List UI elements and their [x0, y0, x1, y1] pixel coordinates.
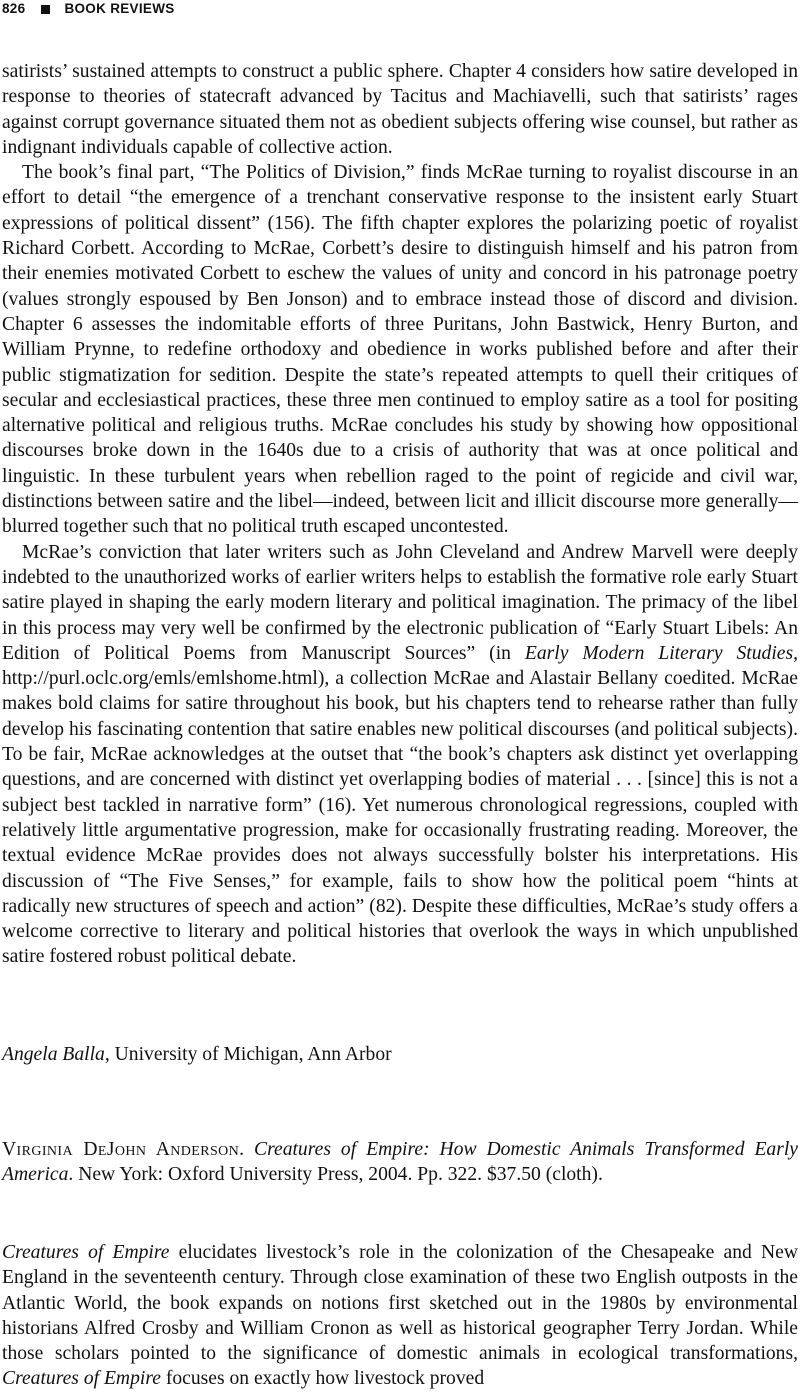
paragraph-text: , http://purl.oclc.org/emls/emlshome.html), a collection McRae and Alastair Bellany coedited. McRae makes bold claims for satire throughout his book, but his chapters tend to rehearse rather than fully develop his fascinating contention that satire enables new political discourses (and political subjects). To be fair, McRae acknowledges at the outset that “the book’s chapters ask distinct yet overlapping questions, and are concerned with distinct yet overlapping bodies of material . . . [since] this is not a subject best tackled in narrative form” (16). Yet numerous chronological regressions, coupled with relatively little argumentative progression, make for occasionally frustrating reading. Moreover, the textual evidence McRae provides does not always successfully bolster his interpretations. His discussion of “The Five Senses,” for example, fails to show how the political poem “hints at radically new structures of speech and action” (82). Despite these difficulties, McRae’s study offers a welcome corrective to literary and political histories that overlook the ways in which unpublished satire fostered robust political debate.	[2, 642, 798, 968]
paragraph-text: elucidates livestock’s role in the colonization of the Chesapeake and New England in the seventeenth century. Through close examination of these two English outposts in the Atlantic World, the book expands on notions first sketched out in the 1980s by environmental historians Alfred Crosby and William Cronon as well as historical geographer Terry Jordan. While those scholars pointed to the significance of domestic animals in ecological transformations,	[2, 1242, 798, 1365]
section-title: BOOK REVIEWS	[64, 1, 175, 16]
reviewer-affiliation: , University of Michigan, Ann Arbor	[104, 1044, 392, 1065]
paragraph-politics-of-division: The book’s final part, “The Politics of Division,” finds McRae turning to royalist discourse in an effort to detail “the emergence of a trenchant conservative response to the insistent early Stuart expressions of political dissent” (156). The fifth chapter explores the polarizing poetic of royalist Richard Corbett. According to McRae, Corbett’s desire to distinguish himself and his patron from their enemies motivated Corbett to eschew the values of unity and concord in his patronage poetry (values strongly espoused by Ben Jonson) and to embrace instead those of discord and division. Chapter 6 assesses the indomitable efforts of three Puritans, John Bastwick, Henry Burton, and William Prynne, to redefine orthodoxy and obedience in works published before and after their public stigmatization for sedition. Despite the state’s repeated attempts to quell their critiques of secular and ecclesiastical practices, these three men continued to employ satire as a tool for positing alternative political and religious truths. McRae concludes his study by showing how oppositional discourses broke down in the 1640s due to a crisis of authority that was at once political and linguistic. In these turbulent years when rebellion raged to the point of regicide and civil war, distinctions between satire and the libel—indeed, between licit and illicit discourse more generally—blurred together such that no political truth escaped uncontested.	[2, 162, 798, 538]
paragraph-evaluation	[2, 540, 798, 970]
reviewer-signature	[2, 1042, 798, 1067]
paragraph-text: McRae’s conviction that later writers such as John Cleveland and Andrew Marvell were deeply indebted to the unauthorized works of earlier writers helps to establish the formative role early Stuart satire played in shaping the early modern literary and political imagination. The primacy of the libel in this process may very well be confirmed by the electronic publication of “Early Stuart Libels: An Edition of Political Poems from Manuscript Sources” (in	[2, 541, 798, 664]
book-title: Creatures of Empire: How Domestic Animals Transformed Early America	[2, 1139, 798, 1186]
running-head	[2, 0, 175, 18]
review-two-body	[2, 1240, 798, 1392]
publication-details: . New York: Oxford University Press, 2004. Pp. 322. $37.50 (cloth).	[68, 1164, 603, 1186]
square-bullet-icon	[41, 5, 50, 14]
book-citation	[2, 1137, 798, 1188]
citation-punct: .	[239, 1139, 255, 1160]
paragraph-text: focuses on exactly how livestock proved	[160, 1368, 485, 1390]
book-title-inline: Creatures of Empire	[2, 1242, 170, 1263]
page-number: 826	[2, 1, 26, 16]
book-title-inline: Creatures of Empire	[2, 1368, 161, 1390]
paragraph-continued: satirists’ sustained attempts to construct a public sphere. Chapter 4 considers how satire developed in response to theories of statecraft advanced by Tacitus and Machiavelli, such that satirists’ rages against corrupt governance situated them not as obedient subjects offering wise counsel, but rather as indignant individuals capable of collective action.	[2, 61, 798, 158]
reviewer-name: Angela Balla	[2, 1044, 105, 1065]
paragraph-intro	[2, 1240, 798, 1392]
review-one-body	[2, 59, 798, 970]
journal-title: Early Modern Literary Studies	[524, 642, 794, 664]
book-author: Virginia DeJohn Anderson	[2, 1139, 240, 1160]
